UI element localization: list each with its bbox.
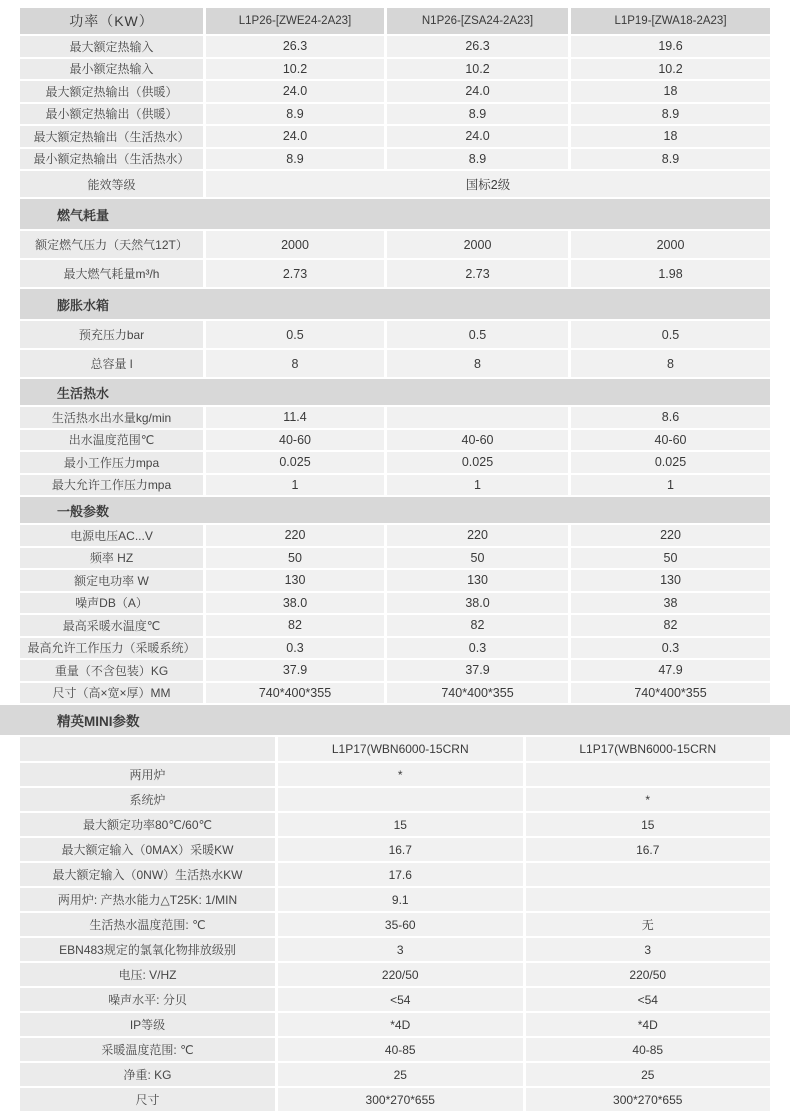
cell-value: 8.6 bbox=[571, 407, 770, 428]
table-row bbox=[20, 407, 770, 428]
cell-value: 40-60 bbox=[206, 430, 384, 451]
table-row bbox=[20, 452, 770, 473]
row-label: 最高允许工作压力（采暖系统） bbox=[20, 638, 203, 659]
column-header-model: L1P17(WBN6000-15CRN bbox=[526, 737, 771, 761]
section-header bbox=[20, 289, 770, 319]
cell-value: 82 bbox=[387, 615, 568, 636]
cell-value bbox=[387, 407, 568, 428]
cell-value: 0.3 bbox=[206, 638, 384, 659]
cell-value: * bbox=[526, 788, 771, 811]
column-header-row bbox=[20, 8, 770, 34]
cell-value: 300*270*655 bbox=[526, 1088, 771, 1111]
cell-value bbox=[278, 788, 523, 811]
cell-value: 9.1 bbox=[278, 888, 523, 911]
cell-value: 82 bbox=[206, 615, 384, 636]
table-row bbox=[20, 763, 770, 786]
row-label: 最小额定热输入 bbox=[20, 59, 203, 80]
table-row bbox=[20, 350, 770, 377]
cell-value: 18 bbox=[571, 81, 770, 102]
cell-value: 15 bbox=[526, 813, 771, 836]
row-label: 频率 HZ bbox=[20, 548, 203, 569]
cell-value: 0.5 bbox=[387, 321, 568, 348]
row-label: 最小额定热输出（生活热水） bbox=[20, 149, 203, 170]
row-label: 噪声DB（A） bbox=[20, 593, 203, 614]
table-row bbox=[20, 126, 770, 147]
mini-section-title: 精英MINI参数 bbox=[57, 714, 140, 729]
cell-value: 220 bbox=[387, 525, 568, 546]
row-label: EBN483规定的氯氧化物排放级别 bbox=[20, 938, 275, 961]
row-label: 噪声水平: 分贝 bbox=[20, 988, 275, 1011]
row-label: 最大额定输入（0MAX）采暖KW bbox=[20, 838, 275, 861]
cell-value: 15 bbox=[278, 813, 523, 836]
table-row bbox=[20, 660, 770, 681]
cell-value: 10.2 bbox=[571, 59, 770, 80]
table-row bbox=[20, 36, 770, 57]
row-label: 最小工作压力mpa bbox=[20, 452, 203, 473]
row-merged-value: 国标2级 bbox=[206, 171, 770, 197]
row-label: 最小额定热输出（供暖） bbox=[20, 104, 203, 125]
row-label: 出水温度范围℃ bbox=[20, 430, 203, 451]
cell-value: 8 bbox=[387, 350, 568, 377]
table-row bbox=[20, 913, 770, 936]
row-label: IP等级 bbox=[20, 1013, 275, 1036]
cell-value: 8.9 bbox=[571, 149, 770, 170]
row-label: 最大允许工作压力mpa bbox=[20, 475, 203, 496]
cell-value: 2000 bbox=[206, 231, 384, 258]
section-header-label: 燃气耗量 bbox=[57, 207, 110, 223]
cell-value: 740*400*355 bbox=[206, 683, 384, 704]
table-row bbox=[20, 963, 770, 986]
cell-value: 300*270*655 bbox=[278, 1088, 523, 1111]
cell-value: 3 bbox=[526, 938, 771, 961]
cell-value: 40-85 bbox=[526, 1038, 771, 1061]
cell-value: 16.7 bbox=[278, 838, 523, 861]
row-label: 最大额定功率80℃/60℃ bbox=[20, 813, 275, 836]
cell-value: 0.5 bbox=[571, 321, 770, 348]
table-row bbox=[20, 260, 770, 287]
cell-value: 37.9 bbox=[387, 660, 568, 681]
row-label: 电源电压AC...V bbox=[20, 525, 203, 546]
cell-value: * bbox=[278, 763, 523, 786]
table-row bbox=[20, 475, 770, 496]
cell-value: 1 bbox=[206, 475, 384, 496]
cell-value: 0.025 bbox=[387, 452, 568, 473]
spec-table-mini bbox=[20, 737, 770, 1111]
table-row bbox=[20, 231, 770, 258]
cell-value: 38.0 bbox=[206, 593, 384, 614]
section-header-label: 一般参数 bbox=[57, 503, 110, 519]
table-row bbox=[20, 1038, 770, 1061]
cell-value: 24.0 bbox=[206, 81, 384, 102]
section-header-label: 膨胀水箱 bbox=[57, 297, 110, 313]
table-row bbox=[20, 321, 770, 348]
cell-value bbox=[526, 763, 771, 786]
cell-value: 24.0 bbox=[387, 81, 568, 102]
table-row bbox=[20, 525, 770, 546]
cell-value: *4D bbox=[526, 1013, 771, 1036]
row-label: 生活热水温度范围: ℃ bbox=[20, 913, 275, 936]
column-header-label bbox=[20, 737, 275, 761]
table-row bbox=[20, 888, 770, 911]
section-header bbox=[20, 199, 770, 229]
cell-value: 16.7 bbox=[526, 838, 771, 861]
column-header-model: L1P26-[ZWE24-2A23] bbox=[206, 8, 384, 34]
cell-value: 50 bbox=[387, 548, 568, 569]
cell-value: 740*400*355 bbox=[571, 683, 770, 704]
cell-value: 740*400*355 bbox=[387, 683, 568, 704]
row-label: 重量（不含包装）KG bbox=[20, 660, 203, 681]
cell-value: 38.0 bbox=[387, 593, 568, 614]
table-row bbox=[20, 171, 770, 197]
row-label: 额定电功率 W bbox=[20, 570, 203, 591]
cell-value: 3 bbox=[278, 938, 523, 961]
cell-value: 220/50 bbox=[278, 963, 523, 986]
cell-value: 无 bbox=[526, 913, 771, 936]
column-header-model: L1P17(WBN6000-15CRN bbox=[278, 737, 523, 761]
column-header-row bbox=[20, 737, 770, 761]
mini-section-divider bbox=[0, 705, 790, 735]
cell-value: 2.73 bbox=[387, 260, 568, 287]
cell-value: 130 bbox=[387, 570, 568, 591]
cell-value: <54 bbox=[278, 988, 523, 1011]
row-label: 净重: KG bbox=[20, 1063, 275, 1086]
cell-value: 38 bbox=[571, 593, 770, 614]
cell-value: 24.0 bbox=[206, 126, 384, 147]
row-label: 最大燃气耗量m³/h bbox=[20, 260, 203, 287]
row-label: 两用炉 bbox=[20, 763, 275, 786]
cell-value: 0.025 bbox=[206, 452, 384, 473]
section-header-label: 生活热水 bbox=[57, 385, 110, 401]
row-label: 额定燃气压力（天然气12T） bbox=[20, 231, 203, 258]
section-header bbox=[20, 497, 770, 523]
cell-value: 1 bbox=[571, 475, 770, 496]
cell-value: 10.2 bbox=[206, 59, 384, 80]
cell-value: 1.98 bbox=[571, 260, 770, 287]
table-row bbox=[20, 813, 770, 836]
table-row bbox=[20, 1088, 770, 1111]
row-label: 两用炉: 产热水能力△T25K: 1/MIN bbox=[20, 888, 275, 911]
row-label: 最高采暖水温度℃ bbox=[20, 615, 203, 636]
column-header-model: N1P26-[ZSA24-2A23] bbox=[387, 8, 568, 34]
table-row bbox=[20, 593, 770, 614]
cell-value: 8.9 bbox=[206, 104, 384, 125]
cell-value: 47.9 bbox=[571, 660, 770, 681]
table-row bbox=[20, 788, 770, 811]
cell-value: 26.3 bbox=[206, 36, 384, 57]
cell-value: 8.9 bbox=[206, 149, 384, 170]
cell-value: 2000 bbox=[387, 231, 568, 258]
table-row bbox=[20, 104, 770, 125]
cell-value: 10.2 bbox=[387, 59, 568, 80]
table-row bbox=[20, 149, 770, 170]
cell-value: 8 bbox=[571, 350, 770, 377]
cell-value: 220/50 bbox=[526, 963, 771, 986]
cell-value: 17.6 bbox=[278, 863, 523, 886]
table-row bbox=[20, 863, 770, 886]
cell-value: 19.6 bbox=[571, 36, 770, 57]
cell-value: 1 bbox=[387, 475, 568, 496]
column-header-label: 功率（KW） bbox=[20, 8, 203, 34]
row-label: 总容量 l bbox=[20, 350, 203, 377]
cell-value: 2.73 bbox=[206, 260, 384, 287]
cell-value: 8 bbox=[206, 350, 384, 377]
cell-value: <54 bbox=[526, 988, 771, 1011]
table-row bbox=[20, 638, 770, 659]
spec-table-main bbox=[20, 8, 770, 703]
row-label: 系统炉 bbox=[20, 788, 275, 811]
table-row bbox=[20, 1013, 770, 1036]
cell-value: 40-60 bbox=[571, 430, 770, 451]
row-label: 最大额定热输出（供暖） bbox=[20, 81, 203, 102]
cell-value: 0.3 bbox=[387, 638, 568, 659]
table-row bbox=[20, 548, 770, 569]
cell-value: 50 bbox=[571, 548, 770, 569]
row-label: 最大额定输入（0NW）生活热水KW bbox=[20, 863, 275, 886]
table-row bbox=[20, 838, 770, 861]
cell-value: 11.4 bbox=[206, 407, 384, 428]
cell-value: 40-60 bbox=[387, 430, 568, 451]
cell-value: 220 bbox=[206, 525, 384, 546]
cell-value: 25 bbox=[278, 1063, 523, 1086]
cell-value: 8.9 bbox=[571, 104, 770, 125]
cell-value: 130 bbox=[571, 570, 770, 591]
cell-value: *4D bbox=[278, 1013, 523, 1036]
row-label: 生活热水出水量kg/min bbox=[20, 407, 203, 428]
cell-value: 24.0 bbox=[387, 126, 568, 147]
cell-value: 130 bbox=[206, 570, 384, 591]
cell-value: 0.5 bbox=[206, 321, 384, 348]
cell-value bbox=[526, 888, 771, 911]
row-label: 尺寸 bbox=[20, 1088, 275, 1111]
cell-value: 220 bbox=[571, 525, 770, 546]
cell-value bbox=[526, 863, 771, 886]
cell-value: 50 bbox=[206, 548, 384, 569]
cell-value: 35-60 bbox=[278, 913, 523, 936]
column-header-model: L1P19-[ZWA18-2A23] bbox=[571, 8, 770, 34]
cell-value: 25 bbox=[526, 1063, 771, 1086]
row-label: 能效等级 bbox=[20, 171, 203, 197]
table-row bbox=[20, 683, 770, 704]
table-row bbox=[20, 59, 770, 80]
cell-value: 26.3 bbox=[387, 36, 568, 57]
table-row bbox=[20, 81, 770, 102]
cell-value: 0.025 bbox=[571, 452, 770, 473]
table-row bbox=[20, 430, 770, 451]
cell-value: 82 bbox=[571, 615, 770, 636]
table-row bbox=[20, 988, 770, 1011]
table-row bbox=[20, 938, 770, 961]
row-label: 采暖温度范围: ℃ bbox=[20, 1038, 275, 1061]
cell-value: 0.3 bbox=[571, 638, 770, 659]
cell-value: 18 bbox=[571, 126, 770, 147]
cell-value: 40-85 bbox=[278, 1038, 523, 1061]
cell-value: 8.9 bbox=[387, 104, 568, 125]
row-label: 尺寸（高×宽×厚）MM bbox=[20, 683, 203, 704]
cell-value: 2000 bbox=[571, 231, 770, 258]
table-row bbox=[20, 570, 770, 591]
row-label: 预充压力bar bbox=[20, 321, 203, 348]
cell-value: 37.9 bbox=[206, 660, 384, 681]
row-label: 电压: V/HZ bbox=[20, 963, 275, 986]
row-label: 最大额定热输入 bbox=[20, 36, 203, 57]
table-row bbox=[20, 1063, 770, 1086]
section-header bbox=[20, 379, 770, 405]
table-row bbox=[20, 615, 770, 636]
row-label: 最大额定热输出（生活热水） bbox=[20, 126, 203, 147]
cell-value: 8.9 bbox=[387, 149, 568, 170]
